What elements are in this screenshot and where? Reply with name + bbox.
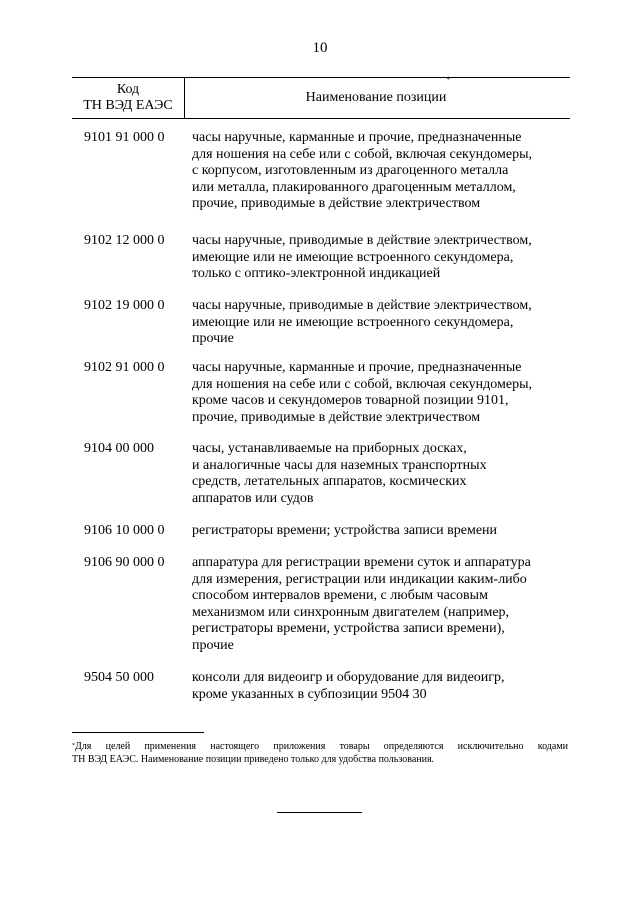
row-code: 9102 19 000 0: [84, 298, 165, 313]
description-line: для ношения на себе или с собой, включая секундомеры,: [192, 146, 532, 162]
row-description: [192, 298, 572, 348]
description-line: прочие, приводимые в действие электричеством: [192, 196, 481, 211]
row-code: 9101 91 000 0: [84, 130, 165, 145]
footnote-line1: [72, 740, 568, 753]
description-line: консоли для видеоигр и оборудование для видеоигр,: [192, 670, 505, 685]
row-code: 9104 00 000: [84, 441, 154, 456]
description-line: способом интервалов времени, с любым часовым: [192, 588, 488, 603]
description-line: аппаратура для регистрации времени суток и аппаратура: [192, 555, 531, 570]
page-number: 10: [312, 40, 328, 56]
row-description: [192, 441, 572, 507]
description-line: кроме часов и секундомеров товарной позиции 9101,: [192, 393, 509, 408]
row-description: [192, 670, 572, 703]
description-line: только с оптико-электронной индикацией: [192, 266, 441, 281]
description-line: для ношения на себе или с собой, включая секундомеры,: [192, 376, 532, 392]
row-description: [192, 130, 572, 213]
description-line: регистраторы времени; устройства записи времени: [192, 523, 498, 538]
description-line: имеющие или не имеющие встроенного секундомера,: [192, 249, 514, 265]
row-code: 9106 10 000 0: [84, 523, 165, 538]
description-line: прочие: [192, 637, 234, 653]
description-line: кроме указанных в субпозиции 9504 30: [192, 686, 427, 702]
description-line: с корпусом, изготовленным из драгоценного металла: [192, 163, 509, 178]
description-line: прочие: [192, 331, 234, 346]
header-name-label: Наименование позиции: [305, 90, 447, 105]
description-line: часы наручные, карманные и прочие, предназначенные: [192, 130, 522, 145]
row-description: [192, 555, 572, 654]
description-line: имеющие или не имеющие встроенного секундомера,: [192, 314, 514, 330]
row-code: 9102 12 000 0: [84, 233, 165, 248]
description-line: часы наручные, приводимые в действие электричеством,: [192, 298, 532, 313]
header-code-column: [72, 78, 185, 118]
row-code: 9504 50 000: [84, 670, 154, 685]
row-description: [192, 523, 572, 540]
row-description: [192, 233, 572, 283]
table-header: [72, 77, 570, 119]
description-line: часы наручные, приводимые в действие электричеством,: [192, 233, 532, 248]
footnote-line2: ТН ВЭД ЕАЭС. Наименование позиции приведено только для удобства пользования.: [72, 754, 435, 765]
description-line: регистраторы времени, устройства записи времени),: [192, 621, 505, 636]
description-line: и аналогичные часы для наземных транспортных: [192, 457, 487, 473]
description-line: для измерения, регистрации или индикации каким-либо: [192, 571, 527, 587]
description-line: прочие, приводимые в действие электричеством: [192, 409, 481, 425]
description-line: часы, устанавливаемые на приборных досках,: [192, 441, 467, 456]
description-line: или металла, плакированного драгоценным металлом,: [192, 179, 516, 195]
footnote-mark: *: [72, 743, 75, 749]
header-code-line1: Код: [116, 82, 140, 97]
row-code: 9102 91 000 0: [84, 360, 165, 375]
footnote-line1-text: Для целей применения настоящего приложения товары определяются исключительно кодами: [75, 741, 568, 752]
description-line: часы наручные, карманные и прочие, предназначенные: [192, 360, 522, 375]
footnote-reference: *: [446, 75, 451, 84]
description-line: аппаратов или судов: [192, 490, 314, 506]
end-rule: [277, 812, 362, 813]
header-name-column: [186, 75, 570, 118]
row-code: 9106 90 000 0: [84, 555, 165, 570]
row-description: [192, 360, 572, 426]
footnote: [72, 740, 568, 766]
description-line: механизмом или синхронным двигателем (например,: [192, 604, 510, 620]
description-line: средств, летательных аппаратов, космических: [192, 474, 467, 489]
footnote-separator: [72, 732, 204, 733]
header-code-line2: ТН ВЭД ЕАЭС: [83, 98, 173, 113]
